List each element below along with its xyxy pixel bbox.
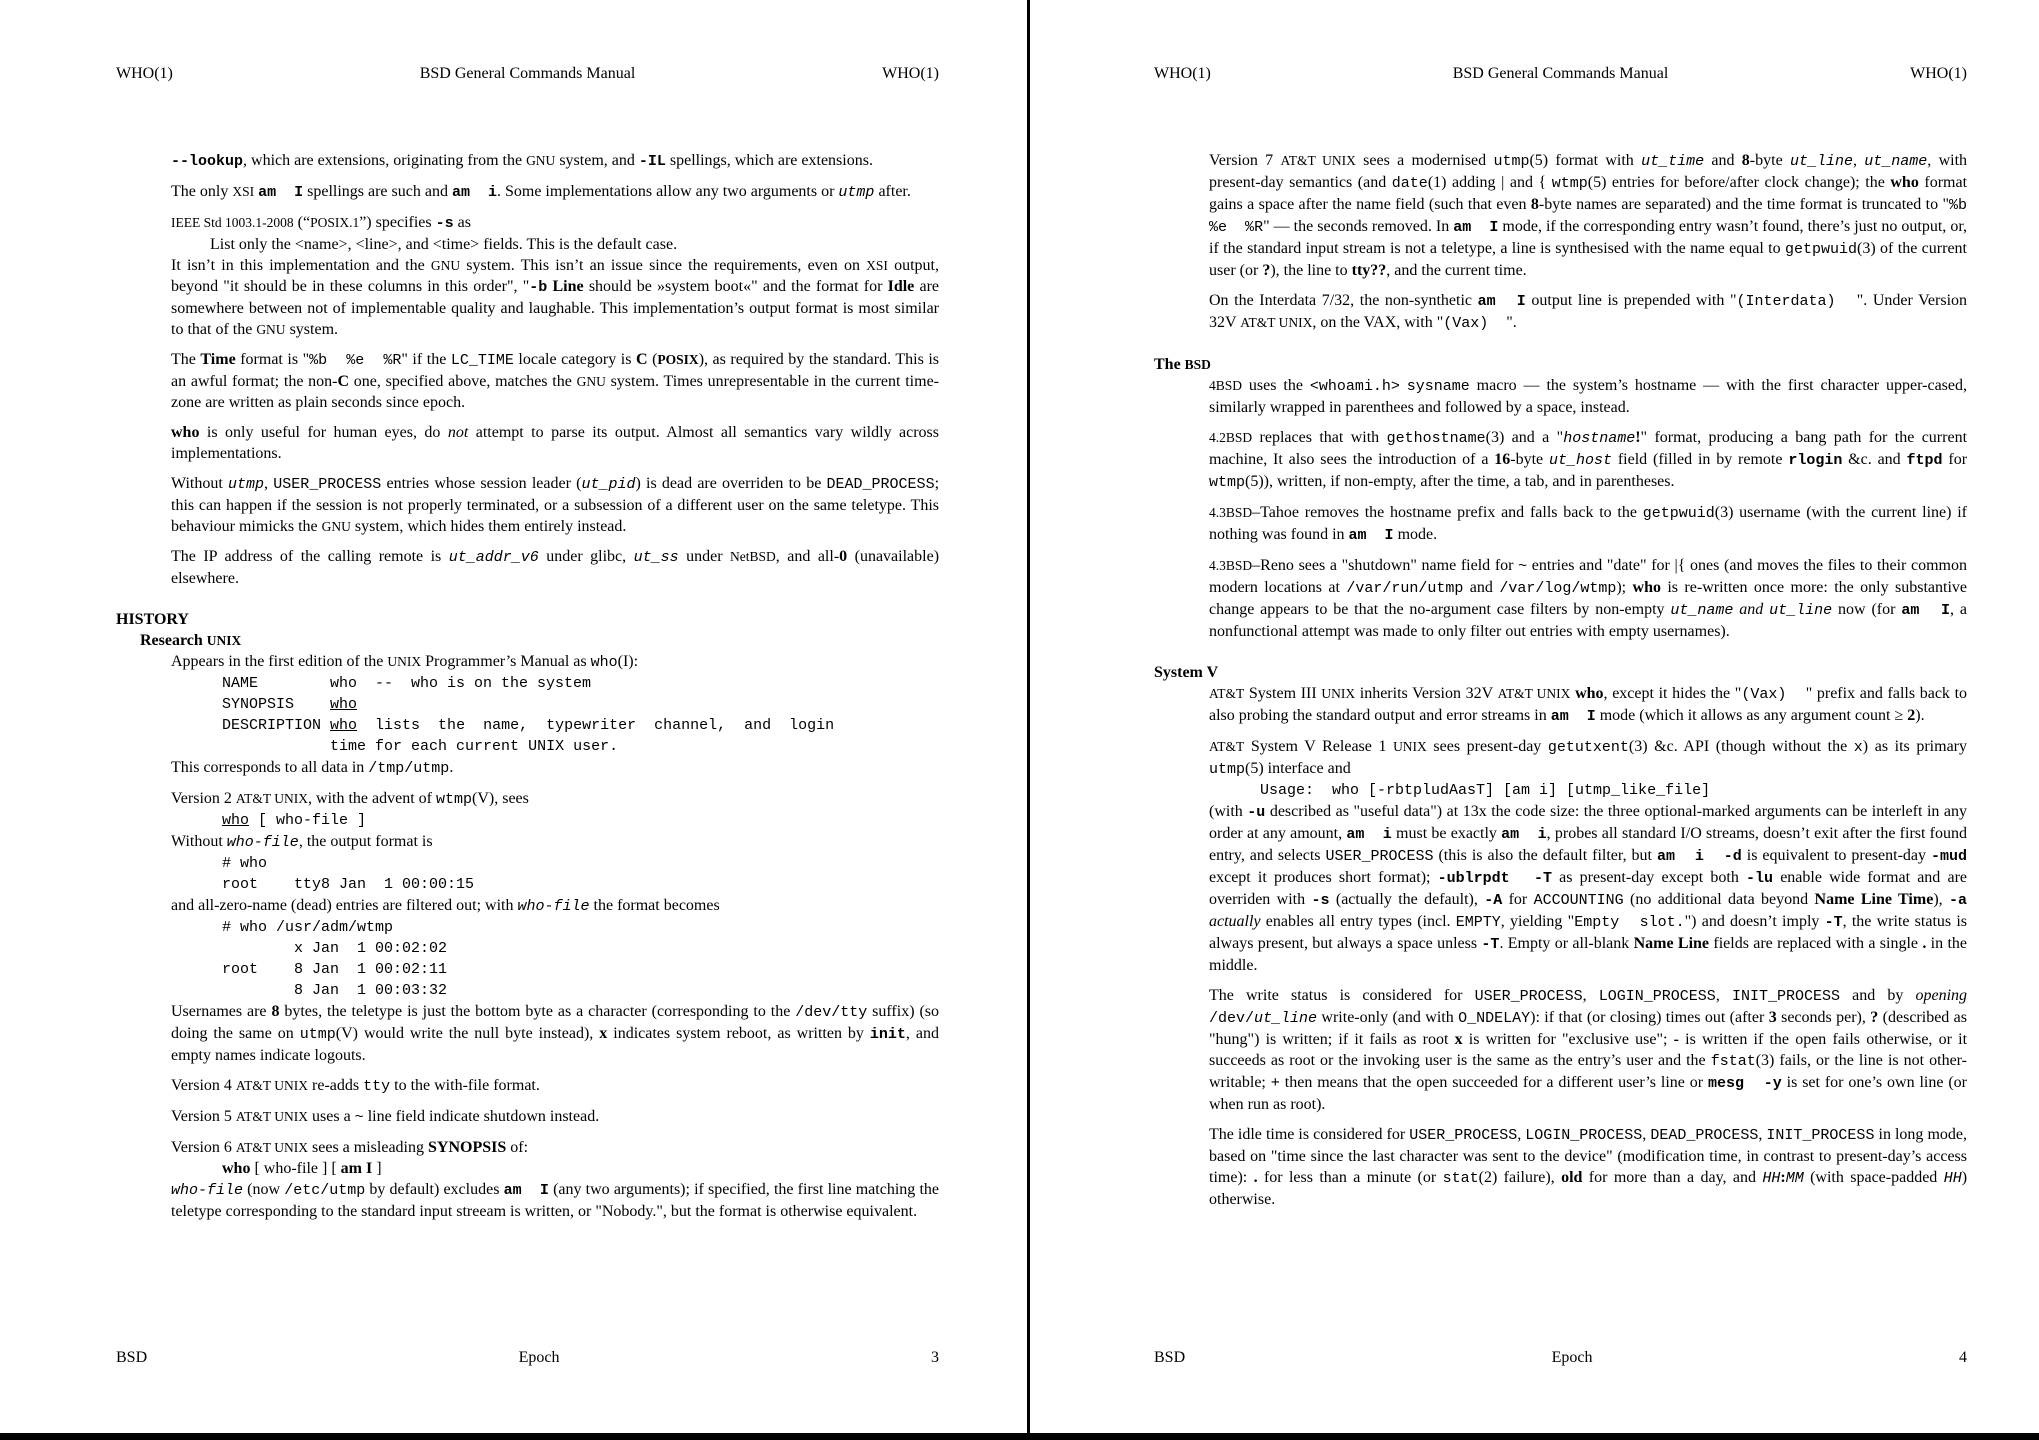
code-line: # who — [222, 855, 268, 872]
paragraph: The idle time is considered for USER_PROCESS, LOGIN_PROCESS, DEAD_PROCESS, INIT_PROCESS in long mode, based on "time since the last character was sent to the device" (modification time, in contrast to present-day’s access time): . for less than a minute (or stat(2) failure), old for more than a day, and HH:MM (with space-padded HH) otherwise. — [1209, 1126, 1968, 1208]
code-line: 8 Jan 1 00:03:32 — [222, 982, 448, 999]
paragraph: Usernames are 8 bytes, the teletype is just the bottom byte as a character (corresponding to the /dev/tty suffix) (so doing the same on utmp(V) would write the null byte instead), x indicates system reboot, as written by init, and empty names indicate logouts. — [171, 1003, 939, 1064]
paragraph: --lookup, which are extensions, originating from the GNU system, and -IL spellings, which are extensions. — [171, 152, 873, 170]
paragraph: List only the <name>, <line>, and <time> fields. This is the default case. — [210, 236, 678, 253]
paragraph: who-file (now /etc/utmp by default) excludes am I (any two arguments); if specified, the first line matching the teletype corresponding to the standard input streeam is written, or "Nobody.", but the format is otherwise equivalent. — [171, 1181, 939, 1220]
footer-date: Epoch — [1551, 1349, 1593, 1366]
footer-os: BSD — [116, 1349, 148, 1366]
code-line: SYNOPSIS who — [222, 696, 358, 713]
paragraph: The write status is considered for USER_PROCESS, LOGIN_PROCESS, INIT_PROCESS and by opening /dev/ut_line write-only (and with O_NDELAY): if that (or closing) times out (after 3 seconds per), ? (described as "hung") is written; if it fails as root x is written for "exclusive use"; - is written if the open fails otherwise, or it succeeds as root or the invoking user is the same as the entry’s user and the fstat(3) fails, or the line is not other-writable; + then means that the open succeeded for a different user’s line or mesg -y is set for one’s own line (or when run as root). — [1209, 987, 1968, 1113]
code-line: root 8 Jan 1 00:02:11 — [222, 961, 448, 978]
header-left: WHO(1) — [1154, 65, 1211, 82]
header-center: BSD General Commands Manual — [1452, 65, 1669, 82]
paragraph: Version 5 AT&T UNIX uses a ~ line field indicate shutdown instead. — [171, 1108, 600, 1126]
section-heading: HISTORY — [116, 611, 189, 628]
code-line: root tty8 Jan 1 00:00:15 — [222, 876, 475, 893]
code-line: time for each current UNIX user. — [222, 738, 619, 755]
page-content — [116, 150, 939, 1222]
paragraph: Without who-file, the output format is — [171, 833, 433, 851]
paragraph: who is only useful for human eyes, do not attempt to parse its output. Almost all semantics vary wildly across implementations. — [171, 424, 939, 462]
paragraph: This corresponds to all data in /tmp/utmp. — [171, 759, 454, 777]
page-header — [1154, 64, 1967, 84]
paragraph: Version 2 AT&T UNIX, with the advent of wtmp(V), sees — [171, 790, 529, 808]
footer-date: Epoch — [518, 1349, 560, 1366]
code-line: who [ who-file ] — [222, 812, 367, 829]
page-footer — [1154, 1348, 1967, 1368]
code-line: DESCRIPTION who lists the name, typewriter channel, and login — [222, 717, 835, 734]
paragraph: It isn’t in this implementation and the GNU system. This isn’t an issue since the requirements, even on XSI output, beyond "it should be in these columns in this order", "-b Line should be »system boot«" and the format for Idle are somewhere between not of implementable quality and laughable. This implementation’s output format is most similar to that of the GNU system. — [171, 257, 940, 338]
page-content — [1154, 150, 1986, 1210]
paragraph: and all-zero-name (dead) entries are filtered out; with who-file the format becomes — [171, 897, 720, 915]
section-heading: Research UNIX — [140, 632, 242, 649]
header-right: WHO(1) — [882, 65, 939, 82]
footer-os: BSD — [1154, 1349, 1186, 1366]
paragraph: On the Interdata 7/32, the non-synthetic am I output line is prepended with "(Interdata) ". Under Version 32V AT&T UNIX, on the VAX, with "(Vax) ". — [1209, 292, 1968, 332]
paragraph: The only XSI am I spellings are such and am i. Some implementations allow any two arguments or utmp after. — [171, 183, 911, 201]
section-heading: The BSD — [1154, 356, 1211, 373]
paragraph: 4.2BSD replaces that with gethostname(3) and a "hostname!" format, producing a bang path for the current machine, It also sees the introduction of a 16-byte ut_host field (filled in by remote rlogin &c. and ftpd for wtmp(5)), written, if non-empty, after the time, a tab, and in parentheses. — [1209, 429, 1968, 491]
paragraph: who [ who-file ] [ am I ] — [222, 1160, 382, 1177]
paragraph: The IP address of the calling remote is ut_addr_v6 under glibc, ut_ss under NetBSD, and all-0 (unavailable) elsewhere. — [171, 548, 940, 587]
code-line: # who /usr/adm/wtmp — [222, 919, 394, 936]
paragraph: AT&T System III UNIX inherits Version 32V AT&T UNIX who, except it hides the "(Vax) " prefix and falls back to also probing the standard output and error streams in am I mode (which it allows as any argument count ≥ 2). — [1209, 685, 1968, 725]
header-left: WHO(1) — [116, 65, 173, 82]
page-footer — [116, 1348, 939, 1368]
paragraph: 4.3BSD–Tahoe removes the hostname prefix and falls back to the getpwuid(3) username (with the current line) if nothing was found in am I mode. — [1209, 504, 1967, 544]
paragraph: AT&T System V Release 1 UNIX sees present-day getutxent(3) &c. API (though without the x) as its primary utmp(5) interface and — [1209, 738, 1967, 778]
section-heading: System V — [1154, 664, 1219, 681]
code-line: NAME who -- who is on the system — [222, 675, 592, 692]
paragraph: Version 6 AT&T UNIX sees a misleading SYNOPSIS of: — [171, 1139, 529, 1156]
header-center: BSD General Commands Manual — [419, 65, 636, 82]
code-line: x Jan 1 00:02:02 — [222, 940, 448, 957]
paragraph: 4BSD uses the <whoami.h> sysname macro — the system’s hostname — with the first character upper-cased, similarly wrapped in parenthees and followed by a space, instead. — [1209, 377, 1967, 416]
header-right: WHO(1) — [1910, 65, 1967, 82]
manual-page-4 — [1030, 0, 2039, 1433]
paragraph: (with -u described as "useful data") at 13x the code size: the three optional-marked arguments can be interleft in any order at any amount, am i must be exactly am i, probes all standard I/O streams, doesn’t exit after the first found entry, and selects USER_PROCESS (this is also the default filter, but am i -d is equivalent to present-day -mud except it produces short format); -ublrpdt -T as present-day except both -lu enable wide format and are overriden with -s (actually the default), -A for ACCOUNTING (no additional data beyond Name Line Time), -a actually enables all entry types (incl. EMPTY, yielding "Empty slot.") and doesn’t imply -T, the write status is always present, but always a space unless -T. Empty or all-blank Name Line fields are replaced with a single . in the middle. — [1209, 803, 1968, 974]
paragraph: Appears in the first edition of the UNIX Programmer’s Manual as who(I): — [171, 653, 639, 671]
footer-page-number: 3 — [931, 1349, 939, 1366]
page-boundary-bottom — [0, 1433, 2039, 1440]
code-line: Usage: who [-rbtpludAasT] [am i] [utmp_like_file] — [1260, 782, 1711, 799]
paragraph: The Time format is "%b %e %R" if the LC_TIME locale category is C (POSIX), as required by the standard. This is an awful format; the non-C one, specified above, matches the GNU system. Times unrepresentable in the current time-zone are written as plain seconds since epoch. — [171, 351, 940, 411]
paragraph: Version 7 AT&T UNIX sees a modernised utmp(5) format with ut_time and 8-byte ut_line, ut_name, with present-day semantics (and date(1) adding | and { wtmp(5) entries for before/after clock change); the who format gains a space after the name field (such that even 8-byte names are separated) and the time format is truncated to "%b %e %R" — the seconds removed. In am I mode, if the corresponding entry wasn’t found, there’s just no output, or, if the standard input stream is not a teletype, a line is synthesised with the name equal to getpwuid(3) of the current user (or ?), the line to tty??, and the current time. — [1209, 152, 1986, 279]
page-header — [116, 64, 939, 84]
paragraph: Version 4 AT&T UNIX re-adds tty to the with-file format. — [171, 1077, 540, 1095]
footer-page-number: 4 — [1959, 1349, 1967, 1366]
paragraph: IEEE Std 1003.1-2008 (“POSIX.1”) specifies -s as — [171, 214, 471, 232]
paragraph: 4.3BSD–Reno sees a "shutdown" name field for ~ entries and "date" for |{ ones (and moves the files to their common modern locations at /var/run/utmp and /var/log/wtmp); who is re-written once more: the only substantive change appears to be that the no-argument case filters by non-empty ut_name and ut_line now (for am I, a nonfunctional attempt was made to only filter out entries with empty usernames). — [1209, 557, 1968, 640]
paragraph: Without utmp, USER_PROCESS entries whose session leader (ut_pid) is dead are overriden to be DEAD_PROCESS; this can happen if the session is not properly terminated, or a subsession of a different user on the same teletype. This behaviour mimicks the GNU system, which hides them entirely instead. — [171, 475, 940, 535]
